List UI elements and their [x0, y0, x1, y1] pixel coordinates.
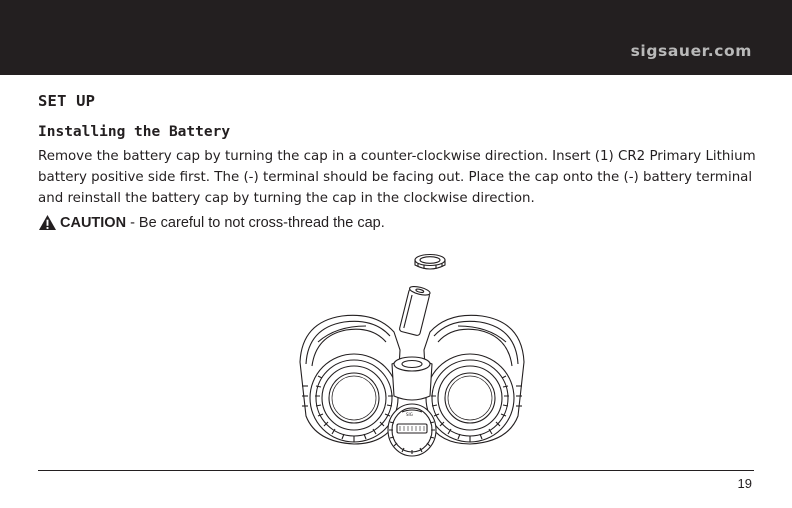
warning-triangle-icon — [38, 214, 57, 231]
right-barrel-drawing — [424, 315, 524, 444]
battery-cap-drawing — [415, 255, 445, 270]
subsection-title: Installing the Battery — [38, 124, 231, 140]
section-title: SET UP — [38, 92, 96, 110]
caution-label: CAUTION — [60, 214, 127, 231]
battery-drawing — [399, 285, 431, 336]
site-url: sigsauer.com — [630, 42, 752, 60]
footer-rule — [38, 470, 754, 471]
instructions-paragraph: Remove the battery cap by turning the cap in a counter-clockwise direction. Insert (1) CR2 Primary Lithium battery positive side first. The (-) terminal should be facing out. Place the cap onto the (-) battery terminal and reinstall the battery cap by turning the cap in the clockwise direction. — [38, 149, 756, 206]
header-band — [0, 0, 792, 75]
caution-note — [38, 214, 385, 231]
svg-text:SIG: SIG — [406, 412, 413, 417]
left-barrel-drawing — [300, 315, 400, 444]
caution-text: - Be careful to not cross-thread the cap. — [130, 214, 385, 231]
page-number: 19 — [737, 476, 752, 491]
binocular-battery-illustration — [296, 246, 528, 464]
